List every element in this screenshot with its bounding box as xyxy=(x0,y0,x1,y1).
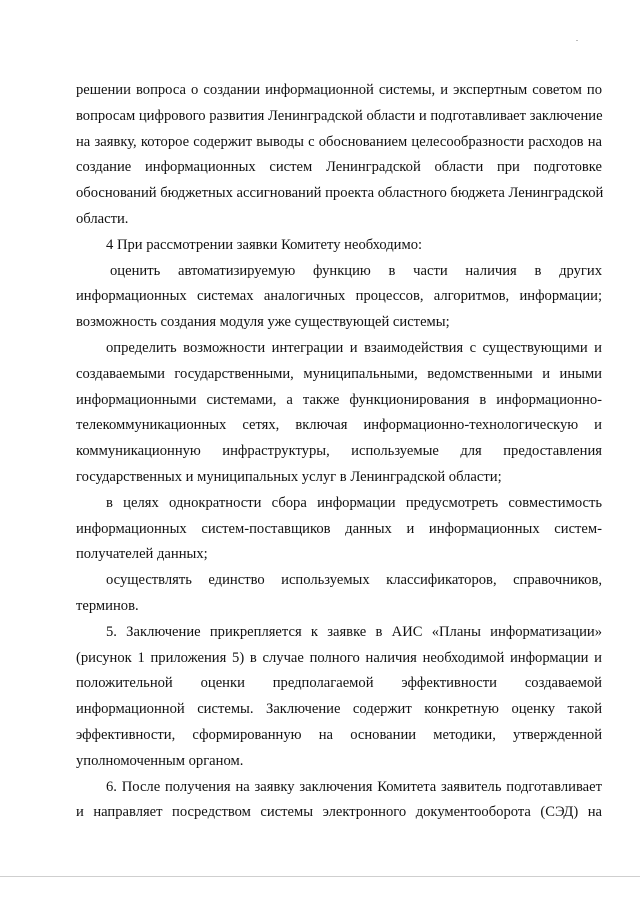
text-line: возможность создания модуля уже существующей системы; xyxy=(76,314,450,331)
text-line: определить возможности интеграции и взаимодействия с существующими и xyxy=(106,339,602,356)
text-line: 6. После получения на заявку заключения Комитета заявитель подготавливает xyxy=(106,778,602,795)
text-line: информационных систем-поставщиков данных и информационных систем- xyxy=(76,520,602,537)
text-line: государственных и муниципальных услуг в Ленинградской области; xyxy=(76,468,502,485)
text-line: осуществлять единство используемых классификаторов, справочников, xyxy=(106,572,602,589)
text-line: 5. Заключение прикрепляется к заявке в АИС «Планы информатизации» xyxy=(106,623,602,640)
text-line: получателей данных; xyxy=(76,546,208,563)
section-heading: 4 При рассмотрении заявки Комитету необходимо: xyxy=(106,236,423,253)
text-line: на заявку, которое содержит выводы с обоснованием целесообразности расходов на xyxy=(76,133,602,150)
text-line: информационных системах аналогичных процессов, алгоритмов, информации; xyxy=(76,288,602,305)
text-line: обоснований бюджетных ассигнований проекта областного бюджета Ленинградской xyxy=(76,185,604,202)
text-line: коммуникационную инфраструктуры, используемые для предоставления xyxy=(76,443,602,460)
text-line: информационными системами, а также функционирования в информационно- xyxy=(76,391,602,408)
text-line: терминов. xyxy=(76,597,139,614)
text-line: создаваемыми государственными, муниципальными, ведомственными и иными xyxy=(76,365,602,382)
text-line: области. xyxy=(76,210,129,227)
scan-mark xyxy=(576,40,578,41)
text-line: уполномоченным органом. xyxy=(76,752,244,769)
text-line: телекоммуникационных сетях, включая информационно-технологическую и xyxy=(76,417,602,434)
text-line: решении вопроса о создании информационной системы, и экспертным советом по xyxy=(76,82,602,98)
text-line: положительной оценки предполагаемой эффективности создаваемой xyxy=(76,675,602,692)
page-bottom-rule xyxy=(0,876,640,877)
text-line: оценить автоматизируемую функцию в части наличия в других xyxy=(110,262,602,279)
text-line: (рисунок 1 приложения 5) в случае полного наличия необходимой информации и xyxy=(76,649,602,666)
text-line: информационной системы. Заключение содержит конкретную оценку такой xyxy=(76,701,602,718)
text-line: и направляет посредством системы электронного документооборота (СЭД) на xyxy=(76,804,602,821)
text-line: эффективности, сформированную на основании методики, утвержденной xyxy=(76,726,602,743)
document-body xyxy=(76,78,602,826)
text-line: в целях однократности сбора информации предусмотреть совместимость xyxy=(106,494,602,511)
text-line: создание информационных систем Ленинградской области при подготовке xyxy=(76,159,602,176)
text-line: вопросам цифрового развития Ленинградской области и подготавливает заключение xyxy=(76,107,603,124)
